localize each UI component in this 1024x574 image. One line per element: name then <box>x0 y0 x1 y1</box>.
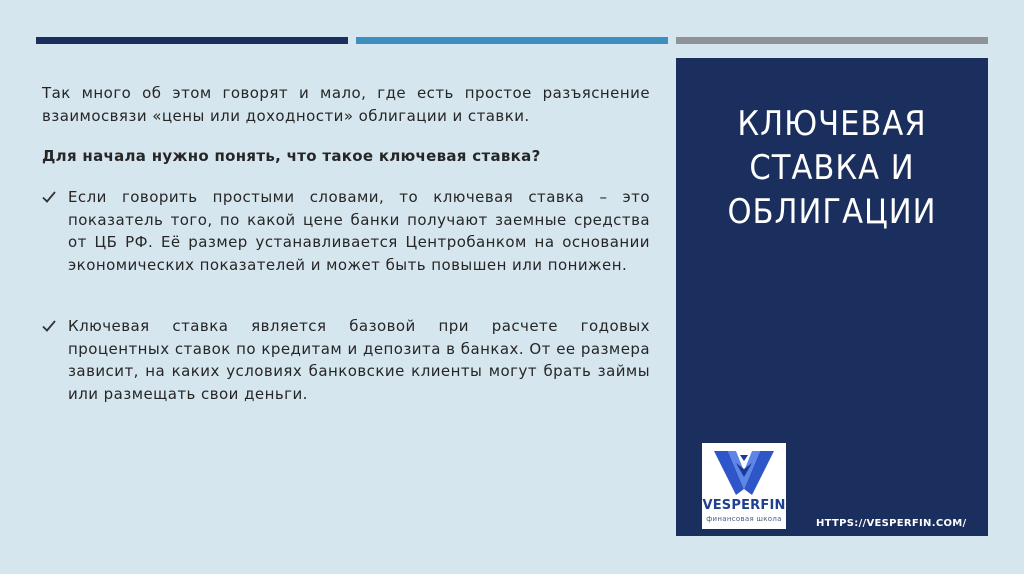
intro-text: Так много об этом говорят и мало, где есть простое разъяснение взаимосвязи «цены или доходности» облигации и ставки. <box>42 84 650 125</box>
top-bar-gray <box>676 37 988 44</box>
bullet-list <box>42 186 650 405</box>
top-bar-blue <box>356 37 668 44</box>
bullet-text: Если говорить простыми словами, то ключевая ставка – это показатель того, по какой цене банки получают заемные средства от ЦБ РФ. Её размер устанавливается Центробанком на основании экономических показателей и может быть повышен или понижен. <box>68 188 650 274</box>
check-icon <box>42 320 56 332</box>
check-icon <box>42 191 56 203</box>
list-item <box>42 186 650 276</box>
vesperfin-logo[interactable] <box>702 443 786 529</box>
section-heading: Для начала нужно понять, что такое ключевая ставка? <box>42 147 541 165</box>
slide-content <box>42 82 650 405</box>
list-item <box>42 315 650 405</box>
logo-subtitle: финансовая школа <box>706 515 782 523</box>
slide-title: КЛЮЧЕВАЯ СТАВКА И ОБЛИГАЦИИ <box>727 104 937 232</box>
logo-name: VESPERFIN <box>702 498 786 513</box>
bullet-text: Ключевая ставка является базовой при расчете годовых процентных ставок по кредитам и депозита в банках. От ее размера зависит, на каких условиях банковские клиенты могут брать займы или размещать свои деньги. <box>68 317 650 403</box>
title-panel <box>676 58 988 536</box>
top-bar-dark <box>36 37 348 44</box>
v-mark-icon <box>714 449 774 497</box>
website-link[interactable]: HTTPS://VESPERFIN.COM/ <box>816 518 967 529</box>
